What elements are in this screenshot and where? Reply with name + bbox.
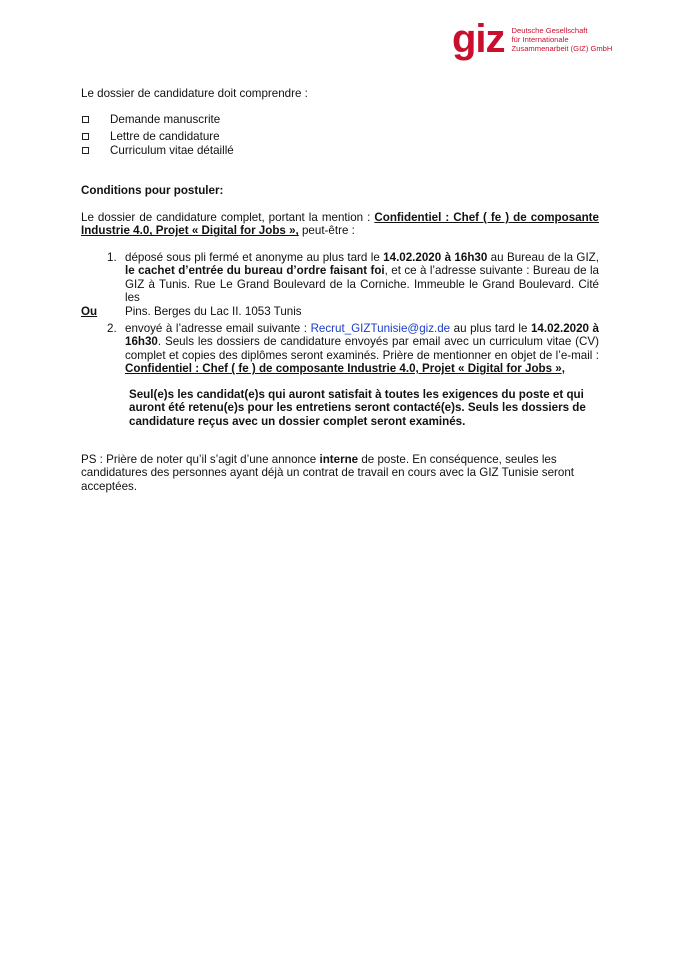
item-1-text-2: au Bureau de la GIZ, [487, 251, 599, 264]
item-1-number: 1. [107, 251, 117, 264]
item-1-text-3: , et ce à l’adresse suivante : Bureau de la [384, 264, 599, 278]
giz-logo-text [512, 26, 613, 53]
ps-text: PS : Prière de noter qu’il s’agit d’une annonce [81, 453, 320, 466]
item-2-date-b: 16h30 [125, 335, 158, 349]
item-2-line-3: complet et copies des diplômes seront examinés. Prière de mentionner en objet de l’e-mail : [125, 348, 599, 362]
conditions-heading: Conditions pour postuler: [81, 184, 224, 197]
notice-line-2: auront été retenu(e)s pour les entretiens seront contacté(e)s. Seuls les dossiers de [129, 401, 586, 415]
item-1-address-end: Pins. Berges du Lac II. 1053 Tunis [125, 304, 302, 318]
logo-line-2: für Internationale [511, 35, 569, 44]
para1-end: peut-être : [298, 224, 355, 238]
mention-bold-1: Confidentiel : Chef ( fe ) de composante [374, 211, 599, 224]
item-1-body [125, 251, 599, 318]
or-label: Ou [81, 305, 98, 318]
giz-logo [452, 17, 613, 61]
ps-line-2: candidatures des personnes ayant déjà un contrat de travail en cours avec la GIZ Tunisie seront [81, 466, 575, 480]
item-2-number: 2. [107, 322, 117, 335]
checkbox-icon [82, 147, 89, 154]
ps-bold: interne [319, 453, 359, 466]
item-1-text: déposé sous pli fermé et anonyme au plus tard le [125, 251, 384, 264]
list-item: Demande manuscrite [110, 113, 221, 126]
logo-line-1: Deutsche Gesellschaft [511, 26, 588, 35]
email-link[interactable]: Recrut_GIZTunisie@giz.de [310, 322, 451, 335]
item-1-address-line: GIZ à Tunis. Rue Le Grand Boulevard de la Corniche. Immeuble le Grand Boulevard. Cité les [125, 277, 599, 305]
giz-logo-mark: giz [452, 17, 505, 61]
selection-notice [129, 388, 599, 428]
item-2-text: envoyé à l’adresse email suivante : [125, 322, 311, 335]
ps-text-2: de poste. En conséquence, seules les [358, 453, 557, 466]
ps-line-3: acceptées. [81, 479, 138, 493]
item-2-text-3: . Seuls les dossiers de candidature envoyés par email avec un curriculum vitae (CV) [157, 335, 599, 349]
item-1-bold: le cachet d’entrée du bureau d’ordre faisant foi [125, 264, 385, 278]
item-2-date-a: 14.02.2020 à [530, 322, 599, 335]
item-2-subject: Confidentiel : Chef ( fe ) de composante Industrie 4.0, Projet « Digital for Jobs », [125, 362, 565, 376]
intro-text: Le dossier de candidature doit comprendre : [81, 87, 308, 100]
checkbox-icon [82, 133, 89, 140]
item-2-text-2: au plus tard le [450, 322, 531, 335]
item-2-body [125, 322, 599, 376]
ps-note [81, 453, 581, 493]
application-mention-paragraph [81, 211, 599, 238]
list-item: Lettre de candidature [110, 130, 220, 143]
para1-text: Le dossier de candidature complet, portant la mention : [81, 211, 375, 224]
checkbox-icon [82, 116, 89, 123]
notice-line-3: candidature reçus avec un dossier complet seront examinés. [129, 414, 466, 428]
list-item: Curriculum vitae détaillé [110, 144, 234, 157]
mention-bold-2: Industrie 4.0, Projet « Digital for Jobs », [81, 224, 299, 238]
item-1-date: 14.02.2020 à 16h30 [383, 251, 488, 264]
logo-line-3: Zusammenarbeit (GIZ) GmbH [511, 44, 613, 53]
notice-line-1: Seul(e)s les candidat(e)s qui auront satisfait à toutes les exigences du poste et qui [129, 388, 584, 401]
